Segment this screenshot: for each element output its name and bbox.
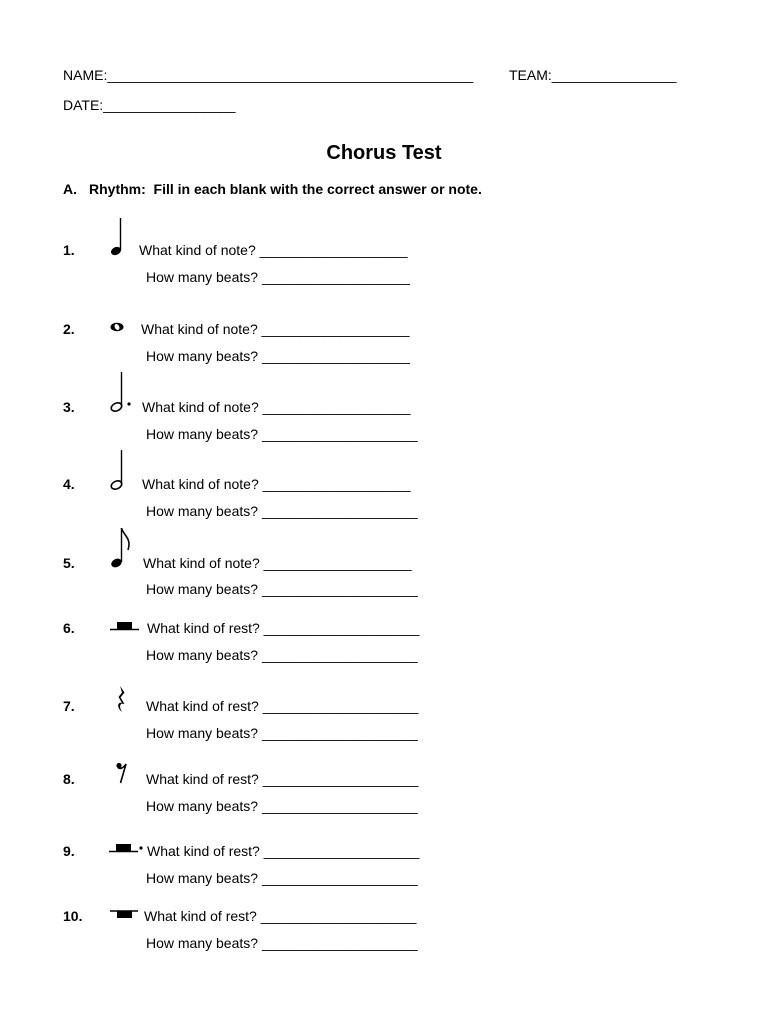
beats-question[interactable]: How many beats? ____________________ bbox=[146, 798, 418, 814]
half-rest-icon bbox=[110, 620, 140, 634]
question-number: 4. bbox=[63, 476, 75, 492]
rest-kind-question[interactable]: What kind of rest? ____________________ bbox=[147, 620, 420, 636]
beats-question[interactable]: How many beats? ____________________ bbox=[146, 870, 418, 886]
whole-note-icon bbox=[108, 320, 128, 334]
beats-question[interactable]: How many beats? ___________________ bbox=[146, 269, 410, 285]
whole-rest-icon bbox=[110, 908, 140, 922]
note-kind-question[interactable]: What kind of note? ___________________ bbox=[139, 242, 408, 258]
note-kind-question[interactable]: What kind of note? ___________________ bbox=[143, 555, 412, 571]
question-number: 9. bbox=[63, 843, 75, 859]
quarter-rest-icon bbox=[114, 685, 130, 715]
dotted-half-note-icon bbox=[107, 370, 137, 414]
half-note-icon bbox=[107, 448, 129, 492]
note-kind-question[interactable]: What kind of note? ___________________ bbox=[142, 399, 411, 415]
beats-question[interactable]: How many beats? ___________________ bbox=[146, 348, 410, 364]
rest-kind-question[interactable]: What kind of rest? ____________________ bbox=[147, 843, 420, 859]
beats-question[interactable]: How many beats? ____________________ bbox=[146, 935, 418, 951]
question-number: 10. bbox=[63, 908, 83, 924]
eighth-rest-icon bbox=[114, 760, 130, 786]
team-field[interactable]: TEAM:________________ bbox=[509, 67, 677, 83]
date-field[interactable]: DATE:_________________ bbox=[63, 97, 236, 113]
note-kind-question[interactable]: What kind of note? ___________________ bbox=[142, 476, 411, 492]
beats-question[interactable]: How many beats? ____________________ bbox=[146, 581, 418, 597]
note-kind-question[interactable]: What kind of note? ___________________ bbox=[141, 321, 410, 337]
question-number: 3. bbox=[63, 399, 75, 415]
beats-question[interactable]: How many beats? ____________________ bbox=[146, 647, 418, 663]
question-number: 7. bbox=[63, 698, 75, 714]
beats-question[interactable]: How many beats? ____________________ bbox=[146, 426, 418, 442]
question-number: 5. bbox=[63, 555, 75, 571]
eighth-note-icon bbox=[108, 526, 134, 570]
beats-question[interactable]: How many beats? ____________________ bbox=[146, 725, 418, 741]
page-title: Chorus Test bbox=[326, 142, 442, 164]
quarter-note-icon bbox=[108, 216, 128, 258]
name-field[interactable]: NAME:_______________________________________________ bbox=[63, 67, 474, 83]
question-number: 8. bbox=[63, 771, 75, 787]
rest-kind-question[interactable]: What kind of rest? ____________________ bbox=[146, 698, 419, 714]
section-instruction: Rhythm: Fill in each blank with the correct answer or note. bbox=[89, 181, 482, 197]
dotted-half-rest-icon bbox=[109, 842, 145, 856]
question-number: 6. bbox=[63, 620, 75, 636]
question-number: 2. bbox=[63, 321, 75, 337]
section-letter: A. bbox=[63, 181, 77, 197]
rest-kind-question[interactable]: What kind of rest? ____________________ bbox=[146, 771, 419, 787]
rest-kind-question[interactable]: What kind of rest? ____________________ bbox=[144, 908, 417, 924]
beats-question[interactable]: How many beats? ____________________ bbox=[146, 503, 418, 519]
question-number: 1. bbox=[63, 242, 75, 258]
